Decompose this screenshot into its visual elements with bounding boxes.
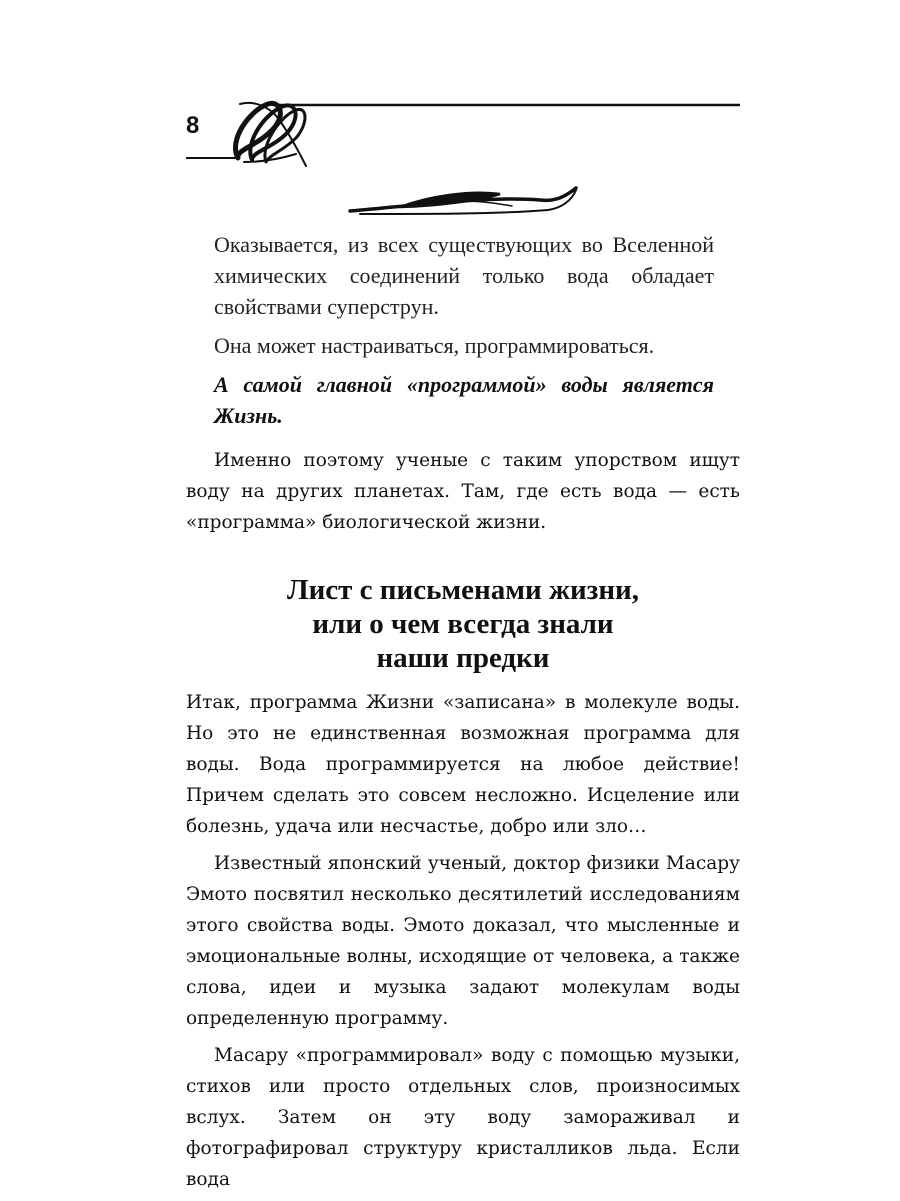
page-number: 8 bbox=[186, 112, 200, 139]
body-paragraph: Масару «программировал» воду с помощью музыки, стихов или просто отдельных слов, произносимых вслух. Затем он эту воду замораживал и фотографировал структуру кристалликов льда. Если вода bbox=[186, 1045, 740, 1190]
heading-line: или о чем всегда знали bbox=[312, 608, 614, 640]
header-flourish-ornament bbox=[0, 0, 900, 230]
body-text bbox=[186, 687, 740, 1201]
callout-paragraph: Оказывается, из всех существующих во Вселенной химических соединений только вода обладает свойствами суперструн. bbox=[214, 232, 714, 319]
body-paragraph: Итак, программа Жизни «записана» в молекуле воды. Но это не единственная возможная программа для воды. Вода программируется на любое действие! Причем сделать это совсем несложно. Исцеление или болезнь, удача или несчастье, добро или зло… bbox=[186, 692, 740, 837]
boxed-callout bbox=[214, 229, 714, 439]
callout-paragraph: Она может настраиваться, программироваться. bbox=[214, 333, 655, 358]
heading-line: Лист с письменами жизни, bbox=[286, 574, 640, 606]
callout-emphasis: А самой главной «программой» воды является Жизнь. bbox=[214, 372, 714, 428]
intro-paragraph: Именно поэтому ученые с таким упорством ищут воду на других планетах. Там, где есть вода — есть «программа» биологической жизни. bbox=[186, 450, 740, 533]
heading-line: наши предки bbox=[376, 642, 550, 674]
section-heading bbox=[186, 573, 740, 675]
body-paragraph: Известный японский ученый, доктор физики Масару Эмото посвятил несколько десятилетий исследованиям этого свойства воды. Эмото доказал, что мысленные и эмоциональные волны, исходящие от человека, а также слова, идеи и музыка задают молекулам воды определенную программу. bbox=[186, 853, 740, 1029]
